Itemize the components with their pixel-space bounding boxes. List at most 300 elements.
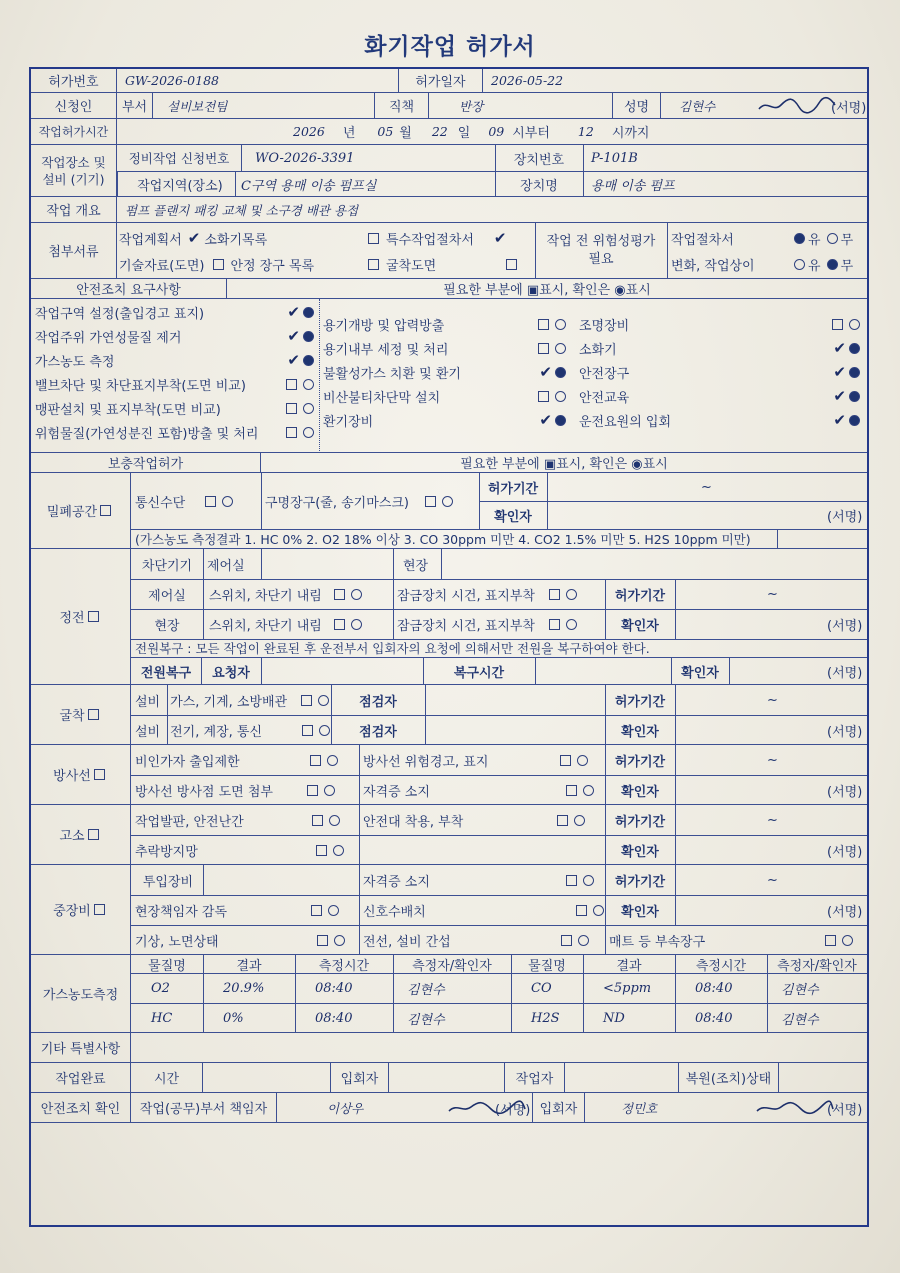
done-witness-value[interactable] <box>389 1063 505 1092</box>
witness-value[interactable]: 정민호 <box>621 1100 658 1116</box>
area-value[interactable]: C구역 용매 이송 펌프실 <box>241 178 377 194</box>
row-supp-header <box>31 453 867 473</box>
year-unit: 년 <box>342 126 356 141</box>
radio-empty-icon[interactable] <box>442 496 453 507</box>
safety-item-label: 가스농도 측정 <box>35 354 115 370</box>
excav-confirm-label: 확인자 <box>621 724 659 740</box>
excav-inspector1: 점검자 <box>359 694 397 710</box>
excav-sign[interactable]: (서명) <box>827 724 863 740</box>
work-time-fields <box>117 119 867 144</box>
checkbox-icon[interactable] <box>576 905 587 916</box>
gas-table-cell[interactable]: 김현수 <box>781 982 819 998</box>
manager-value[interactable]: 이상우 <box>327 1100 364 1116</box>
done-restore-value[interactable] <box>779 1063 867 1092</box>
check-icon[interactable]: ✔ <box>833 387 846 405</box>
device-name-value[interactable]: 용매 이송 펌프 <box>591 178 675 194</box>
excav-equip2-label: 설비 <box>135 724 161 740</box>
date-value[interactable]: 2026-05-22 <box>491 73 564 88</box>
rad-period-tilde[interactable]: ~ <box>767 752 778 768</box>
safety-item <box>35 325 317 347</box>
safety-item-label: 작업주위 가연성물질 제거 <box>35 330 182 346</box>
heavy-c3 <box>609 925 856 955</box>
radio-filled-icon[interactable] <box>849 391 860 402</box>
gas-table-cell[interactable]: CO <box>531 980 552 996</box>
position-value[interactable]: 반장 <box>429 93 613 118</box>
check-icon[interactable]: ✔ <box>287 327 300 345</box>
checkbox-icon[interactable] <box>825 935 836 946</box>
switch-ctrl <box>209 579 365 609</box>
attach-special-label: 특수작업절차서 <box>386 232 474 248</box>
checkbox-icon[interactable] <box>100 505 111 516</box>
gas-table-cell[interactable]: 08:40 <box>315 980 353 996</box>
radio-filled-icon[interactable] <box>827 259 838 270</box>
checkbox-icon[interactable] <box>561 935 572 946</box>
safety-item <box>35 397 317 419</box>
checkbox-icon[interactable] <box>286 403 297 414</box>
radio-empty-icon[interactable] <box>333 845 344 856</box>
radio-empty-icon[interactable] <box>334 935 345 946</box>
height-period-tilde[interactable]: ~ <box>767 812 778 828</box>
gas-table-cell[interactable]: 0% <box>223 1010 244 1026</box>
rad-period-label: 허가기간 <box>614 754 666 770</box>
radio-empty-icon[interactable] <box>318 695 329 706</box>
radio-empty-icon[interactable] <box>324 785 335 796</box>
breaker-label: 차단기기 <box>141 558 193 574</box>
applicant-label: 신청인 <box>31 93 117 118</box>
radio-empty-icon[interactable] <box>555 391 566 402</box>
confined-label-text: 밀폐공간 <box>46 505 98 520</box>
name-label: 성명 <box>613 93 661 118</box>
checkbox-icon[interactable] <box>94 769 105 780</box>
gas-table-cell[interactable]: 08:40 <box>695 1010 733 1026</box>
row-confirm <box>31 1093 867 1123</box>
checkbox-icon[interactable] <box>302 725 313 736</box>
heavy-label-text: 중장비 <box>53 904 91 919</box>
resp-label: 구명장구(줄, 송기마스크) <box>265 495 409 511</box>
radio-empty-icon[interactable] <box>329 815 340 826</box>
safety-item <box>35 349 317 371</box>
area-label: 작업지역(장소) <box>137 178 223 194</box>
gas-table-cell[interactable]: 08:40 <box>695 980 733 996</box>
device-no-value[interactable]: P-101B <box>591 150 638 166</box>
checkbox-icon[interactable] <box>566 875 577 886</box>
checkbox-icon[interactable] <box>286 427 297 438</box>
safety-header: 안전조치 요구사항 <box>31 279 227 298</box>
gas-table-cell[interactable]: <5ppm <box>603 980 652 996</box>
done-time-label: 시간 <box>131 1063 203 1092</box>
check-icon[interactable]: ✔ <box>539 363 552 381</box>
radio-filled-icon[interactable] <box>303 307 314 318</box>
rad-b2 <box>363 775 597 805</box>
done-worker-value[interactable] <box>565 1063 679 1092</box>
date-label: 허가일자 <box>399 69 483 92</box>
heavy-label <box>31 865 131 954</box>
radio-filled-icon[interactable] <box>555 367 566 378</box>
attach-plan <box>119 227 267 249</box>
restore-sign[interactable]: (서명) <box>827 665 863 681</box>
radio-empty-icon[interactable] <box>319 725 330 736</box>
device-name-label: 장치명 <box>520 178 558 194</box>
to-hour-unit: 시까지 <box>611 126 650 141</box>
heavy-c3-label: 매트 등 부속장구 <box>609 934 706 950</box>
done-worker-label: 작업자 <box>505 1063 565 1092</box>
safety-item <box>323 409 569 431</box>
switch-ctrl-label: 스위치, 차단기 내림 <box>209 588 322 604</box>
overview-value[interactable]: 펌프 플랜지 패킹 교체 및 소구경 배관 용접 <box>125 202 359 218</box>
check-icon[interactable]: ✔ <box>493 229 507 247</box>
height-a1-label: 작업발판, 안전난간 <box>135 814 244 830</box>
checkbox-icon[interactable] <box>94 904 105 915</box>
radio-empty-icon[interactable] <box>303 379 314 390</box>
check-icon[interactable]: ✔ <box>833 339 846 357</box>
signature-applicant <box>757 95 837 115</box>
rad-sign[interactable]: (서명) <box>827 784 863 800</box>
rad-label-text: 방사선 <box>53 769 91 784</box>
safety-item <box>323 337 569 359</box>
checkbox-icon[interactable] <box>311 905 322 916</box>
rad-b1 <box>363 745 591 775</box>
radio-empty-icon[interactable] <box>303 403 314 414</box>
power-confirm-label: 확인자 <box>621 618 659 634</box>
height-sign[interactable]: (서명) <box>827 844 863 860</box>
radio-empty-icon[interactable] <box>583 875 594 886</box>
manager-label: 작업(공무)부서 책임자 <box>131 1093 277 1122</box>
checkbox-icon[interactable] <box>88 611 99 622</box>
confined-sign[interactable]: (서명) <box>827 509 863 525</box>
check-icon[interactable]: ✔ <box>833 411 846 429</box>
change-yes-label: 유 <box>808 258 821 274</box>
radio-filled-icon[interactable] <box>555 415 566 426</box>
attachments-label: 첨부서류 <box>31 223 117 278</box>
gas-table-cell[interactable]: H2S <box>531 1010 560 1026</box>
checkbox-icon[interactable] <box>549 619 560 630</box>
radio-empty-icon[interactable] <box>578 935 589 946</box>
comm-label: 통신수단 <box>135 495 186 511</box>
check-icon[interactable]: ✔ <box>187 229 201 247</box>
supp-header: 보충작업허가 <box>31 453 261 472</box>
power-sign[interactable]: (서명) <box>827 618 863 634</box>
proc-options <box>791 227 853 249</box>
checkbox-icon[interactable] <box>307 785 318 796</box>
row-safety-list <box>31 299 867 453</box>
row-excavation <box>31 685 867 745</box>
safety-item <box>35 373 317 395</box>
checkbox-icon[interactable] <box>88 709 99 720</box>
radio-empty-icon[interactable] <box>593 905 604 916</box>
gas-table-header: 결과 <box>236 958 262 974</box>
permit-no-label: 허가번호 <box>31 69 117 92</box>
radio-filled-icon[interactable] <box>849 343 860 354</box>
power-label <box>31 549 131 684</box>
radio-empty-icon[interactable] <box>327 755 338 766</box>
resp <box>265 473 456 529</box>
radio-empty-icon[interactable] <box>583 785 594 796</box>
confined-confirm-label: 확인자 <box>494 509 532 525</box>
dept-label: 부서 <box>117 93 153 118</box>
excav-inspector2: 점검자 <box>359 724 397 740</box>
proc-no-label: 무 <box>840 232 854 248</box>
gas-table-cell[interactable]: 김현수 <box>407 1012 445 1028</box>
permit-no-value[interactable]: GW-2026-0188 <box>117 69 399 92</box>
change-options <box>791 253 853 275</box>
radio-empty-icon[interactable] <box>351 589 362 600</box>
excav-equip2 <box>135 715 333 745</box>
checkbox-icon[interactable] <box>310 755 321 766</box>
gas-table-header: 결과 <box>616 958 642 974</box>
heavy-sign[interactable]: (서명) <box>827 904 863 920</box>
row-permit-no <box>31 69 867 93</box>
row-power <box>31 549 867 685</box>
location-label: 작업장소 및 설비 (기기) <box>31 145 117 196</box>
restore-note: 전원복구 : 모든 작업이 완료된 후 운전부서 입회자의 요청에 의해서만 전원을 복구하여야 한다. <box>135 641 650 656</box>
lock-ctrl <box>397 579 580 609</box>
attach-plan-label: 작업계획서 <box>119 232 182 248</box>
applicant-sign-label: (서명) <box>831 100 867 116</box>
done-time-value[interactable] <box>203 1063 331 1092</box>
heavy-b1-label: 자격증 소지 <box>363 874 430 890</box>
checkbox-icon[interactable] <box>425 496 436 507</box>
safety-item <box>323 385 569 407</box>
from-hour-unit: 시부터 <box>512 126 550 141</box>
safety-item-label: 밸브차단 및 차단표지부착(도면 비교) <box>35 378 246 394</box>
radio-filled-icon[interactable] <box>303 331 314 342</box>
gas-table-header: 측정자/확인자 <box>777 958 857 974</box>
checkbox-icon[interactable] <box>334 589 345 600</box>
work-time-label: 작업허가시간 <box>31 119 117 144</box>
check-icon[interactable]: ✔ <box>287 303 300 321</box>
gas-table-cell[interactable]: 08:40 <box>315 1010 353 1026</box>
gas-table-header: 측정자/확인자 <box>412 958 492 974</box>
height-a1 <box>135 805 343 835</box>
checkbox-icon[interactable] <box>832 319 843 330</box>
dept-value[interactable]: 설비보전팀 <box>153 93 375 118</box>
safety-item <box>579 385 863 407</box>
rad-b2-label: 자격증 소지 <box>363 784 430 800</box>
checkbox-icon[interactable] <box>560 755 571 766</box>
restore-label: 전원복구 <box>140 665 192 681</box>
radio-empty-icon[interactable] <box>555 343 566 354</box>
row-work-time <box>31 119 867 145</box>
height-confirm-label: 확인자 <box>621 844 659 860</box>
row-confined <box>31 473 867 549</box>
safety-item-marks <box>833 411 863 429</box>
radio-empty-icon[interactable] <box>566 589 577 600</box>
special-value[interactable] <box>131 1033 867 1062</box>
day-value[interactable]: 22 <box>431 124 448 139</box>
safety-item-marks <box>535 319 569 330</box>
gas-table-cell[interactable]: 김현수 <box>781 1012 819 1028</box>
excav-equip1 <box>135 685 332 715</box>
radio-filled-icon[interactable] <box>849 367 860 378</box>
height-a2-label: 추락방지망 <box>135 844 198 860</box>
rad-a1-label: 비인가자 출입제한 <box>135 754 240 770</box>
checkbox-icon[interactable] <box>368 233 379 244</box>
check-icon[interactable]: ✔ <box>539 411 552 429</box>
safety-item-marks <box>535 343 569 354</box>
proc-label: 작업절차서 <box>671 232 734 248</box>
height-b1-label: 안전대 착용, 부착 <box>363 814 464 830</box>
overview-label: 작업 개요 <box>31 197 117 222</box>
excav-period-label: 허가기간 <box>614 694 666 710</box>
done-witness-label: 입회자 <box>331 1063 389 1092</box>
safety-item-label: 운전요원의 입회 <box>579 414 672 430</box>
radio-empty-icon[interactable] <box>351 619 362 630</box>
rad-a2 <box>135 775 338 805</box>
heavy-b2 <box>363 895 607 925</box>
height-a2 <box>135 835 347 865</box>
checkbox-icon[interactable] <box>506 259 517 270</box>
row-location <box>31 145 867 197</box>
month-unit: 월 <box>399 126 412 141</box>
row-radiation <box>31 745 867 805</box>
lock-field-label: 잠금장치 시건, 표지부착 <box>397 618 535 634</box>
checkbox-icon[interactable] <box>538 343 549 354</box>
rad-label <box>31 745 131 804</box>
power-period-tilde[interactable]: ~ <box>767 586 778 602</box>
radio-filled-icon[interactable] <box>794 233 805 244</box>
heavy-b3 <box>363 925 592 955</box>
gas-table-cell[interactable]: O2 <box>151 980 170 996</box>
safety-item <box>35 421 317 443</box>
safety-item-marks <box>535 391 569 402</box>
manager-sign-label: (서명) <box>495 1102 531 1118</box>
document-title: 화기작업 허가서 <box>364 34 536 60</box>
checkbox-icon[interactable] <box>317 935 328 946</box>
checkbox-icon[interactable] <box>566 785 577 796</box>
checkbox-icon[interactable] <box>538 391 549 402</box>
wo-value[interactable]: WO-2026-3391 <box>255 150 355 166</box>
day-unit: 일 <box>457 126 471 141</box>
safety-item-marks <box>283 403 317 414</box>
safety-item-label: 안전교육 <box>579 390 630 406</box>
rad-b1-label: 방사선 위험경고, 표지 <box>363 754 489 770</box>
gas-table-cell[interactable]: 김현수 <box>407 982 445 998</box>
radio-empty-icon[interactable] <box>566 619 577 630</box>
from-hour-value[interactable]: 09 <box>488 124 505 139</box>
radio-empty-icon[interactable] <box>842 935 853 946</box>
done-restore-label: 복원(조치)상태 <box>679 1063 779 1092</box>
attach-dig-label: 굴착도면 <box>386 258 437 274</box>
heavy-a3 <box>135 925 348 955</box>
safety-item <box>35 301 317 323</box>
power-label-text: 정전 <box>59 611 85 626</box>
switch-field-label: 스위치, 차단기 내림 <box>209 618 322 634</box>
excav-e2: 전기, 계장, 통신 <box>170 724 263 740</box>
heavy-period-tilde[interactable]: ~ <box>767 872 778 888</box>
month-value[interactable]: 05 <box>377 124 394 139</box>
checkbox-icon[interactable] <box>205 496 216 507</box>
checkbox-icon[interactable] <box>88 829 99 840</box>
checkbox-icon[interactable] <box>549 589 560 600</box>
confined-label <box>31 473 131 548</box>
height-b1 <box>363 805 588 835</box>
device-no-label: 장치번호 <box>513 152 565 168</box>
row-height <box>31 805 867 865</box>
radio-filled-icon[interactable] <box>849 415 860 426</box>
safety-item-label: 안전장구 <box>579 366 630 382</box>
radio-empty-icon[interactable] <box>303 427 314 438</box>
radio-empty-icon[interactable] <box>849 319 860 330</box>
safety-item <box>323 313 569 335</box>
gas-table-cell[interactable]: 20.9% <box>223 980 265 996</box>
height-label-text: 고소 <box>59 829 85 844</box>
radio-empty-icon[interactable] <box>222 496 233 507</box>
checkbox-icon[interactable] <box>286 379 297 390</box>
blank-area <box>31 1123 867 1225</box>
confined-period-label: 허가기간 <box>487 481 539 497</box>
safety-item <box>579 361 863 383</box>
height-period-label: 허가기간 <box>614 814 666 830</box>
safety-item-marks <box>539 363 569 381</box>
radio-empty-icon[interactable] <box>555 319 566 330</box>
gas-table-header: 측정시간 <box>318 958 370 974</box>
gas-table-header: 물질명 <box>528 958 566 974</box>
checkbox-icon[interactable] <box>368 259 379 270</box>
confirm-witness-label: 입회자 <box>533 1093 585 1122</box>
radio-filled-icon[interactable] <box>303 355 314 366</box>
checkbox-icon[interactable] <box>213 259 224 270</box>
row-attachments <box>31 223 867 279</box>
gas-table-cell[interactable]: HC <box>151 1010 173 1026</box>
heavy-b2-label: 신호수배치 <box>363 904 426 920</box>
supp-note: 필요한 부분에 ▣표시, 확인은 ◉표시 <box>460 457 668 472</box>
row-safety-header <box>31 279 867 299</box>
radio-empty-icon[interactable] <box>827 233 838 244</box>
signature-witness <box>755 1097 835 1117</box>
excav-label-text: 굴착 <box>59 709 85 724</box>
check-icon[interactable]: ✔ <box>833 363 846 381</box>
row-heavy <box>31 865 867 955</box>
excav-period-tilde[interactable]: ~ <box>767 692 778 708</box>
checkbox-icon[interactable] <box>316 845 327 856</box>
excav-equip1-label: 설비 <box>135 694 161 710</box>
proc-yes-label: 유 <box>808 232 821 248</box>
attach-special <box>365 227 506 249</box>
name-value[interactable]: 김현수 <box>679 98 716 114</box>
safety-item-label: 불활성가스 치환 및 환기 <box>323 366 461 382</box>
height-label <box>31 805 131 864</box>
safety-item-label: 조명장비 <box>579 318 630 334</box>
checkbox-icon[interactable] <box>312 815 323 826</box>
done-label: 작업완료 <box>31 1063 131 1092</box>
safety-note: 필요한 부분에 ▣표시, 확인은 ◉표시 <box>443 283 651 298</box>
radio-empty-icon[interactable] <box>577 755 588 766</box>
safety-item-label: 작업구역 설정(출입경고 표지) <box>35 306 205 322</box>
safety-item <box>579 337 863 359</box>
safety-item <box>579 409 863 431</box>
radio-empty-icon[interactable] <box>574 815 585 826</box>
attach-tech-label: 기술자료(도면) <box>119 258 205 274</box>
checkbox-icon[interactable] <box>334 619 345 630</box>
pre-eval-label: 작업 전 위험성평가 필요 <box>546 234 656 267</box>
safety-item-marks <box>283 379 317 390</box>
year-value[interactable]: 2026 <box>293 124 325 139</box>
checkbox-icon[interactable] <box>538 319 549 330</box>
heavy-confirm-label: 확인자 <box>621 904 659 920</box>
row-overview <box>31 197 867 223</box>
to-hour-value[interactable]: 12 <box>577 124 594 139</box>
check-icon[interactable]: ✔ <box>287 351 300 369</box>
safety-item-marks <box>283 427 317 438</box>
switch-field <box>209 609 365 639</box>
checkbox-icon[interactable] <box>301 695 312 706</box>
radio-empty-icon[interactable] <box>794 259 805 270</box>
radio-empty-icon[interactable] <box>328 905 339 916</box>
confined-period-tilde[interactable]: ~ <box>701 479 712 495</box>
gas-table-cell[interactable]: ND <box>603 1010 625 1026</box>
checkbox-icon[interactable] <box>557 815 568 826</box>
lock-field <box>397 609 580 639</box>
